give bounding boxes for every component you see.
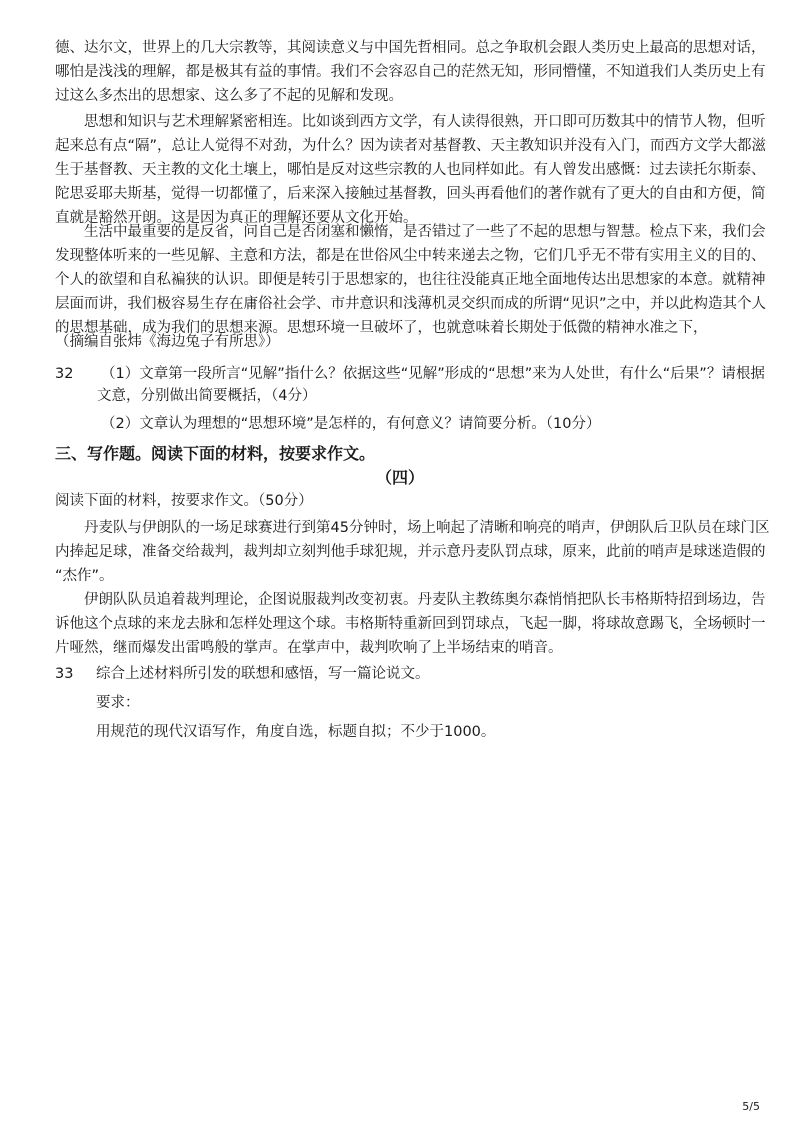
text-line: 的思想基础，成为我们的思想来源。思想环境一旦破坏了，也就意味着长期处于低微的精神水准之下，	[55, 320, 708, 336]
question-33-number: 33	[55, 666, 74, 682]
requirements-label: 要求：	[96, 695, 140, 711]
text-line: 直就是豁然开朗。这是因为真正的理解还要从文化开始。	[55, 210, 418, 226]
question-32-part2: （2）文章认为理想的“思想环境”是怎样的，有何意义？请简要分析。（10分）	[101, 416, 601, 432]
requirements-text: 用规范的现代汉语写作，角度自选，标题自拟；不少于1000。	[96, 724, 496, 740]
passage-paragraph-3	[55, 220, 767, 340]
text-line: 诉他这个点球的来龙去脉和怎样处理这个球。韦格斯特重新回到罚球点，飞起一脚，将球故意踢飞，全场顿时一	[55, 616, 766, 632]
question-32-number: 32	[55, 366, 74, 382]
section-heading: 三、写作题。阅读下面的材料，按要求作文。	[55, 444, 376, 463]
question-33-prompt: 综合上述材料所引发的联想和感悟，写一篇论说文。	[96, 666, 430, 682]
text-line: 片哑然，继而爆发出雷鸣般的掌声。在掌声中，裁判吹响了上半场结束的哨音。	[55, 640, 563, 656]
text-line: 伊朗队队员追着裁判理论，企图说服裁判改变初衷。丹麦队主教练奥尔森悄悄把队长韦格斯特招到场边，告	[84, 592, 766, 608]
text-line: 发现整体听来的一些见解、主意和方法，都是在世俗风尘中转来递去之物，它们几乎无不带有实用主义的目的、	[55, 248, 766, 264]
text-line: 个人的欲望和自私褊狭的认识。即便是转引于思想家的，也往往没能真正地全面地传达出思想家的本意。就精神	[55, 272, 766, 288]
text-line: 起来总有点“隔”，总让人觉得不对劲，为什么？因为读者对基督教、天主教知识并没有入门，而西方文学大都滋	[55, 138, 767, 154]
text-line: 生于基督教、天主教的文化土壤上，哪怕是反对这些宗教的人也同样如此。有人曾发出感慨：过去读托尔斯泰、	[55, 162, 766, 178]
material-paragraph-2	[55, 588, 766, 660]
question-32-part1-cont: 文意，分别做出简要概括，（4分）	[97, 388, 317, 404]
text-line: 陀思妥耶夫斯基，觉得一切都懂了，后来深入接触过基督教，回头再看他们的著作就有了更大的自由和方便，简	[55, 186, 766, 202]
question-32-part1: （1）文章第一段所言“见解”指什么？依据这些“见解”形成的“思想”来为人处世，有什么“后果”？请根据	[101, 366, 765, 382]
page-number: 5/5	[742, 1100, 760, 1113]
text-line: 层面而讲，我们极容易生存在庸俗社会学、市井意识和浅薄机灵交织而成的所谓“见识”之中，并以此构造其个人	[55, 296, 767, 312]
text-line: 思想和知识与艺术理解紧密相连。比如谈到西方文学，有人读得很熟，开口即可历数其中的情节人物，但听	[84, 114, 766, 130]
passage-paragraph-2	[55, 110, 767, 230]
writing-instruction: 阅读下面的材料，按要求作文。（50分）	[55, 493, 313, 509]
passage-paragraph-1	[55, 36, 766, 108]
text-line: 哪怕是浅浅的理解，都是极其有益的事情。我们不会容忍自己的茫然无知，形同懵懂，不知道我们人类历史上有	[55, 64, 766, 80]
text-line: 内捧起足球，准备交给裁判，裁判却立刻判他手球犯规，并示意丹麦队罚点球，原来，此前的哨声是球迷造假的	[55, 544, 766, 560]
passage-source: （摘编自张炜《海边兔子有所思》）	[55, 334, 280, 350]
section-subtitle: （四）	[375, 468, 424, 487]
text-line: 生活中最重要的是反省，问自己是否闭塞和懒惰，是否错过了一些了不起的思想与智慧。检点下来，我们会	[84, 224, 766, 240]
material-paragraph-1	[55, 516, 770, 588]
text-line: “杰作”。	[55, 568, 114, 584]
text-line: 丹麦队与伊朗队的一场足球赛进行到第45分钟时，场上响起了清晰和响亮的哨声，伊朗队后卫队员在球门区	[84, 520, 770, 536]
text-line: 过这么多杰出的思想家、这么多了不起的见解和发现。	[55, 88, 403, 104]
text-line: 德、达尔文，世界上的几大宗教等，其阅读意义与中国先哲相同。总之争取机会跟人类历史上最高的思想对话，	[55, 40, 766, 56]
